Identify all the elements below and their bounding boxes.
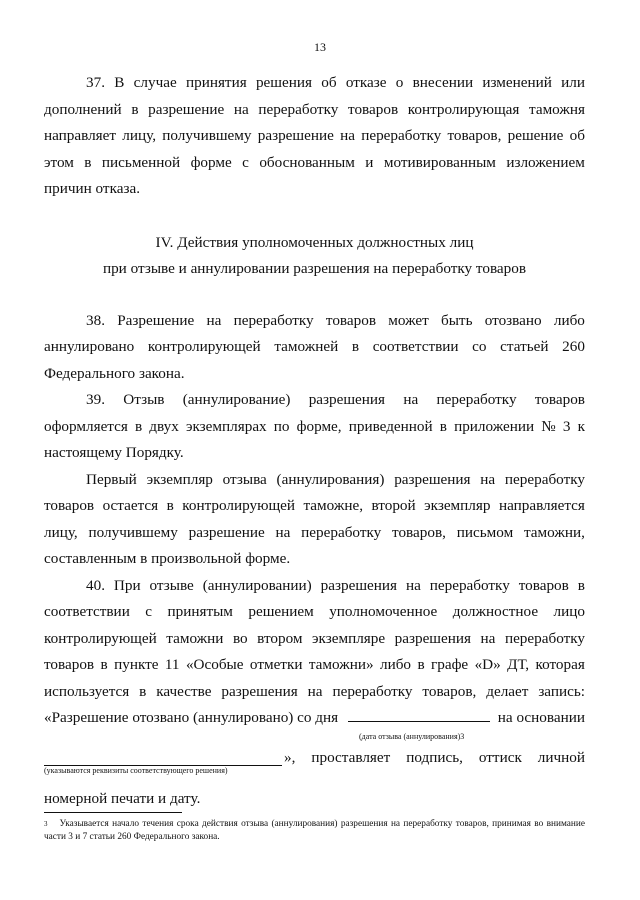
text-line: настоящему Порядку. bbox=[44, 444, 184, 461]
footnote bbox=[44, 818, 585, 844]
requisites-blank bbox=[44, 751, 282, 766]
text-line: 38. Разрешение на переработку товаров может быть отозвано либо bbox=[86, 311, 585, 329]
text-line: соответствии с принятым решением уполномоченное должностное лицо bbox=[44, 603, 585, 620]
text-line: аннулировано контролирующей таможней в соответствии со статьей 260 bbox=[44, 338, 585, 355]
text-line: 40. При отзыве (аннулировании) разрешения на переработку товаров в bbox=[86, 576, 585, 594]
text-line: направляет лицу, получившему разрешение на переработку товаров, решение об bbox=[44, 127, 585, 144]
paragraph-39-continued bbox=[44, 467, 585, 573]
text-line: оформляется в двух экземплярах по форме, приведенной в приложении № 3 к bbox=[44, 417, 585, 435]
footnote-mark: 3 bbox=[44, 820, 48, 828]
date-blank bbox=[348, 707, 490, 722]
text-line: номерной печати и дату. bbox=[44, 789, 201, 807]
after-blank-text: », проставляет подпись, оттиск личной bbox=[284, 749, 585, 766]
text-line: Федерального закона. bbox=[44, 364, 185, 382]
page-number: 13 bbox=[314, 40, 326, 54]
date-caption: (дата отзыва (аннулирования)3 bbox=[359, 731, 465, 741]
text-line: товаров остается в контролирующей таможне, второй экземпляр направляется bbox=[44, 497, 585, 514]
text-line: лицу, получившему разрешение на переработку товаров, письмом таможни, bbox=[44, 523, 585, 541]
heading-line-1: IV. Действия уполномоченных должностных лиц bbox=[155, 233, 474, 251]
text-line: дополнений в разрешение на переработку товаров контролирующая таможня bbox=[44, 100, 585, 118]
date-caption-row bbox=[44, 732, 585, 746]
document-body bbox=[44, 70, 585, 812]
text-line: 39. Отзыв (аннулирование) разрешения на переработку товаров bbox=[86, 391, 585, 408]
heading-line-2: при отзыве и аннулировании разрешения на переработку товаров bbox=[102, 259, 527, 277]
text-line: контролирующей таможни во втором экземпляре разрешения на переработку bbox=[44, 629, 585, 647]
section-heading bbox=[44, 230, 585, 282]
text-line: этом в письменной форме с обоснованным и мотивированным изложением bbox=[44, 153, 585, 171]
text-line: причин отказа. bbox=[44, 180, 140, 197]
record-line bbox=[44, 705, 585, 732]
requisites-caption: (указываются реквизиты соответствующего решения) bbox=[44, 765, 228, 775]
record-start-text: «Разрешение отозвано (аннулировано) со дня bbox=[44, 709, 339, 726]
paragraph-38 bbox=[44, 308, 585, 388]
text-line: товаров в пункте 11 «Особые отметки таможни» либо в графе «D» ДТ, которая bbox=[44, 656, 585, 673]
record-end-text: на основании bbox=[497, 709, 585, 726]
paragraph-40 bbox=[44, 573, 585, 813]
paragraph-39 bbox=[44, 387, 585, 467]
text-line: используется в качестве разрешения на переработку товаров, делает запись: bbox=[44, 682, 585, 700]
requisites-caption-row bbox=[44, 766, 585, 780]
paragraph-37 bbox=[44, 70, 585, 203]
text-line: составленным в произвольной форме. bbox=[44, 550, 291, 567]
text-line: Первый экземпляр отзыва (аннулирования) разрешения на переработку bbox=[86, 470, 585, 488]
footnote-divider bbox=[44, 812, 182, 813]
footnote-text: Указывается начало течения срока действия отзыва (аннулирования) разрешения на переработку товаров, принимая во внимание части 3 и 7 статьи 260 Федерального закона. bbox=[44, 819, 585, 842]
text-line: 37. В случае принятия решения об отказе о внесении изменений или bbox=[86, 74, 585, 91]
